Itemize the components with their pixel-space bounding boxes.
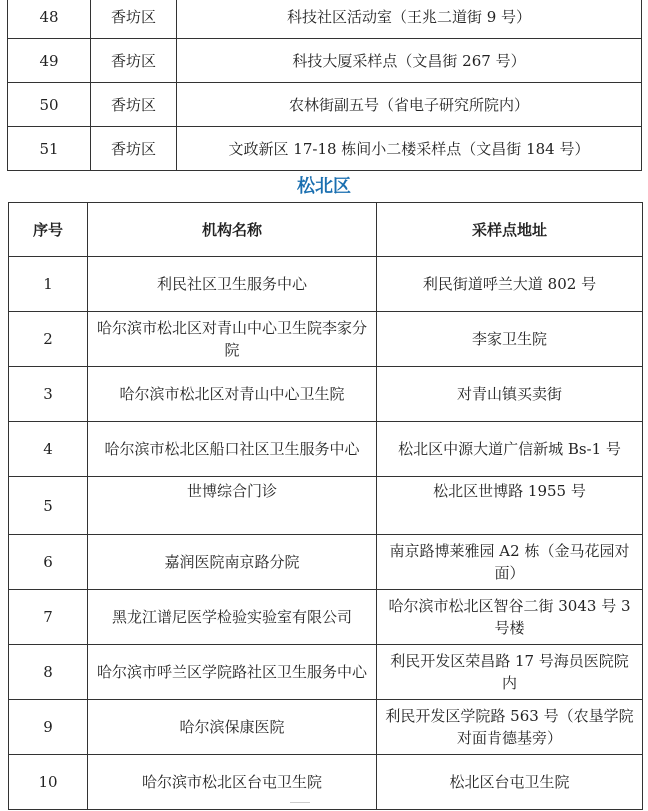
sampling-address: 哈尔滨市松北区智谷二街 3043 号 3 号楼 [377,590,643,645]
table-row [9,755,643,810]
previous-district-table [7,0,642,171]
table-row [8,39,642,83]
district-cell: 香坊区 [91,0,177,39]
header-name: 机构名称 [88,203,377,257]
institution-name: 哈尔滨保康医院 [88,700,377,755]
row-number: 2 [9,312,88,367]
table-row [8,83,642,127]
institution-name: 世博综合门诊 [88,477,377,535]
sampling-address: 南京路博莱雅园 A2 栋（金马花园对面） [377,535,643,590]
row-number: 10 [9,755,88,810]
address-cell: 文政新区 17-18 栋间小二楼采样点（文昌街 184 号） [177,127,642,171]
institution-name: 利民社区卫生服务中心 [88,257,377,312]
institution-name: 哈尔滨市松北区对青山中心卫生院李家分院 [88,312,377,367]
row-number: 7 [9,590,88,645]
table-row [8,0,642,39]
row-number: 3 [9,367,88,422]
institution-name: 嘉润医院南京路分院 [88,535,377,590]
address-cell: 科技社区活动室（王兆二道街 9 号） [177,0,642,39]
sampling-address: 松北区世博路 1955 号 [377,477,643,535]
district-cell: 香坊区 [91,39,177,83]
table-row [9,477,643,535]
institution-name: 哈尔滨市松北区船口社区卫生服务中心 [88,422,377,477]
table-row [9,645,643,700]
table-header-row [9,203,643,257]
table-row [9,257,643,312]
table-row [9,535,643,590]
district-cell: 香坊区 [91,83,177,127]
address-cell: 农林街副五号（省电子研究所院内） [177,83,642,127]
table-row [8,127,642,171]
header-no: 序号 [9,203,88,257]
songbei-sampling-table [8,202,643,810]
page-edge-mark [290,802,310,809]
sampling-address: 利民开发区学院路 563 号（农垦学院对面肯德基旁） [377,700,643,755]
section-title: 松北区 [297,176,351,197]
address-cell: 科技大厦采样点（文昌街 267 号） [177,39,642,83]
row-number: 1 [9,257,88,312]
sampling-address: 对青山镇买卖街 [377,367,643,422]
row-number: 49 [8,39,91,83]
institution-name: 哈尔滨市松北区对青山中心卫生院 [88,367,377,422]
sampling-address: 松北区中源大道广信新城 Bs-1 号 [377,422,643,477]
row-number: 6 [9,535,88,590]
district-cell: 香坊区 [91,127,177,171]
row-number: 51 [8,127,91,171]
header-address: 采样点地址 [377,203,643,257]
table-row [9,367,643,422]
table-row [9,590,643,645]
institution-name: 黑龙江谱尼医学检验实验室有限公司 [88,590,377,645]
institution-name: 哈尔滨市呼兰区学院路社区卫生服务中心 [88,645,377,700]
row-number: 5 [9,477,88,535]
row-number: 48 [8,0,91,39]
row-number: 50 [8,83,91,127]
institution-name: 哈尔滨市松北区台屯卫生院 [88,755,377,810]
sampling-address: 利民街道呼兰大道 802 号 [377,257,643,312]
table-row [9,700,643,755]
sampling-address: 李家卫生院 [377,312,643,367]
sampling-address: 松北区台屯卫生院 [377,755,643,810]
table-row [9,312,643,367]
sampling-address: 利民开发区荣昌路 17 号海员医院院内 [377,645,643,700]
row-number: 4 [9,422,88,477]
row-number: 8 [9,645,88,700]
row-number: 9 [9,700,88,755]
table-row [9,422,643,477]
